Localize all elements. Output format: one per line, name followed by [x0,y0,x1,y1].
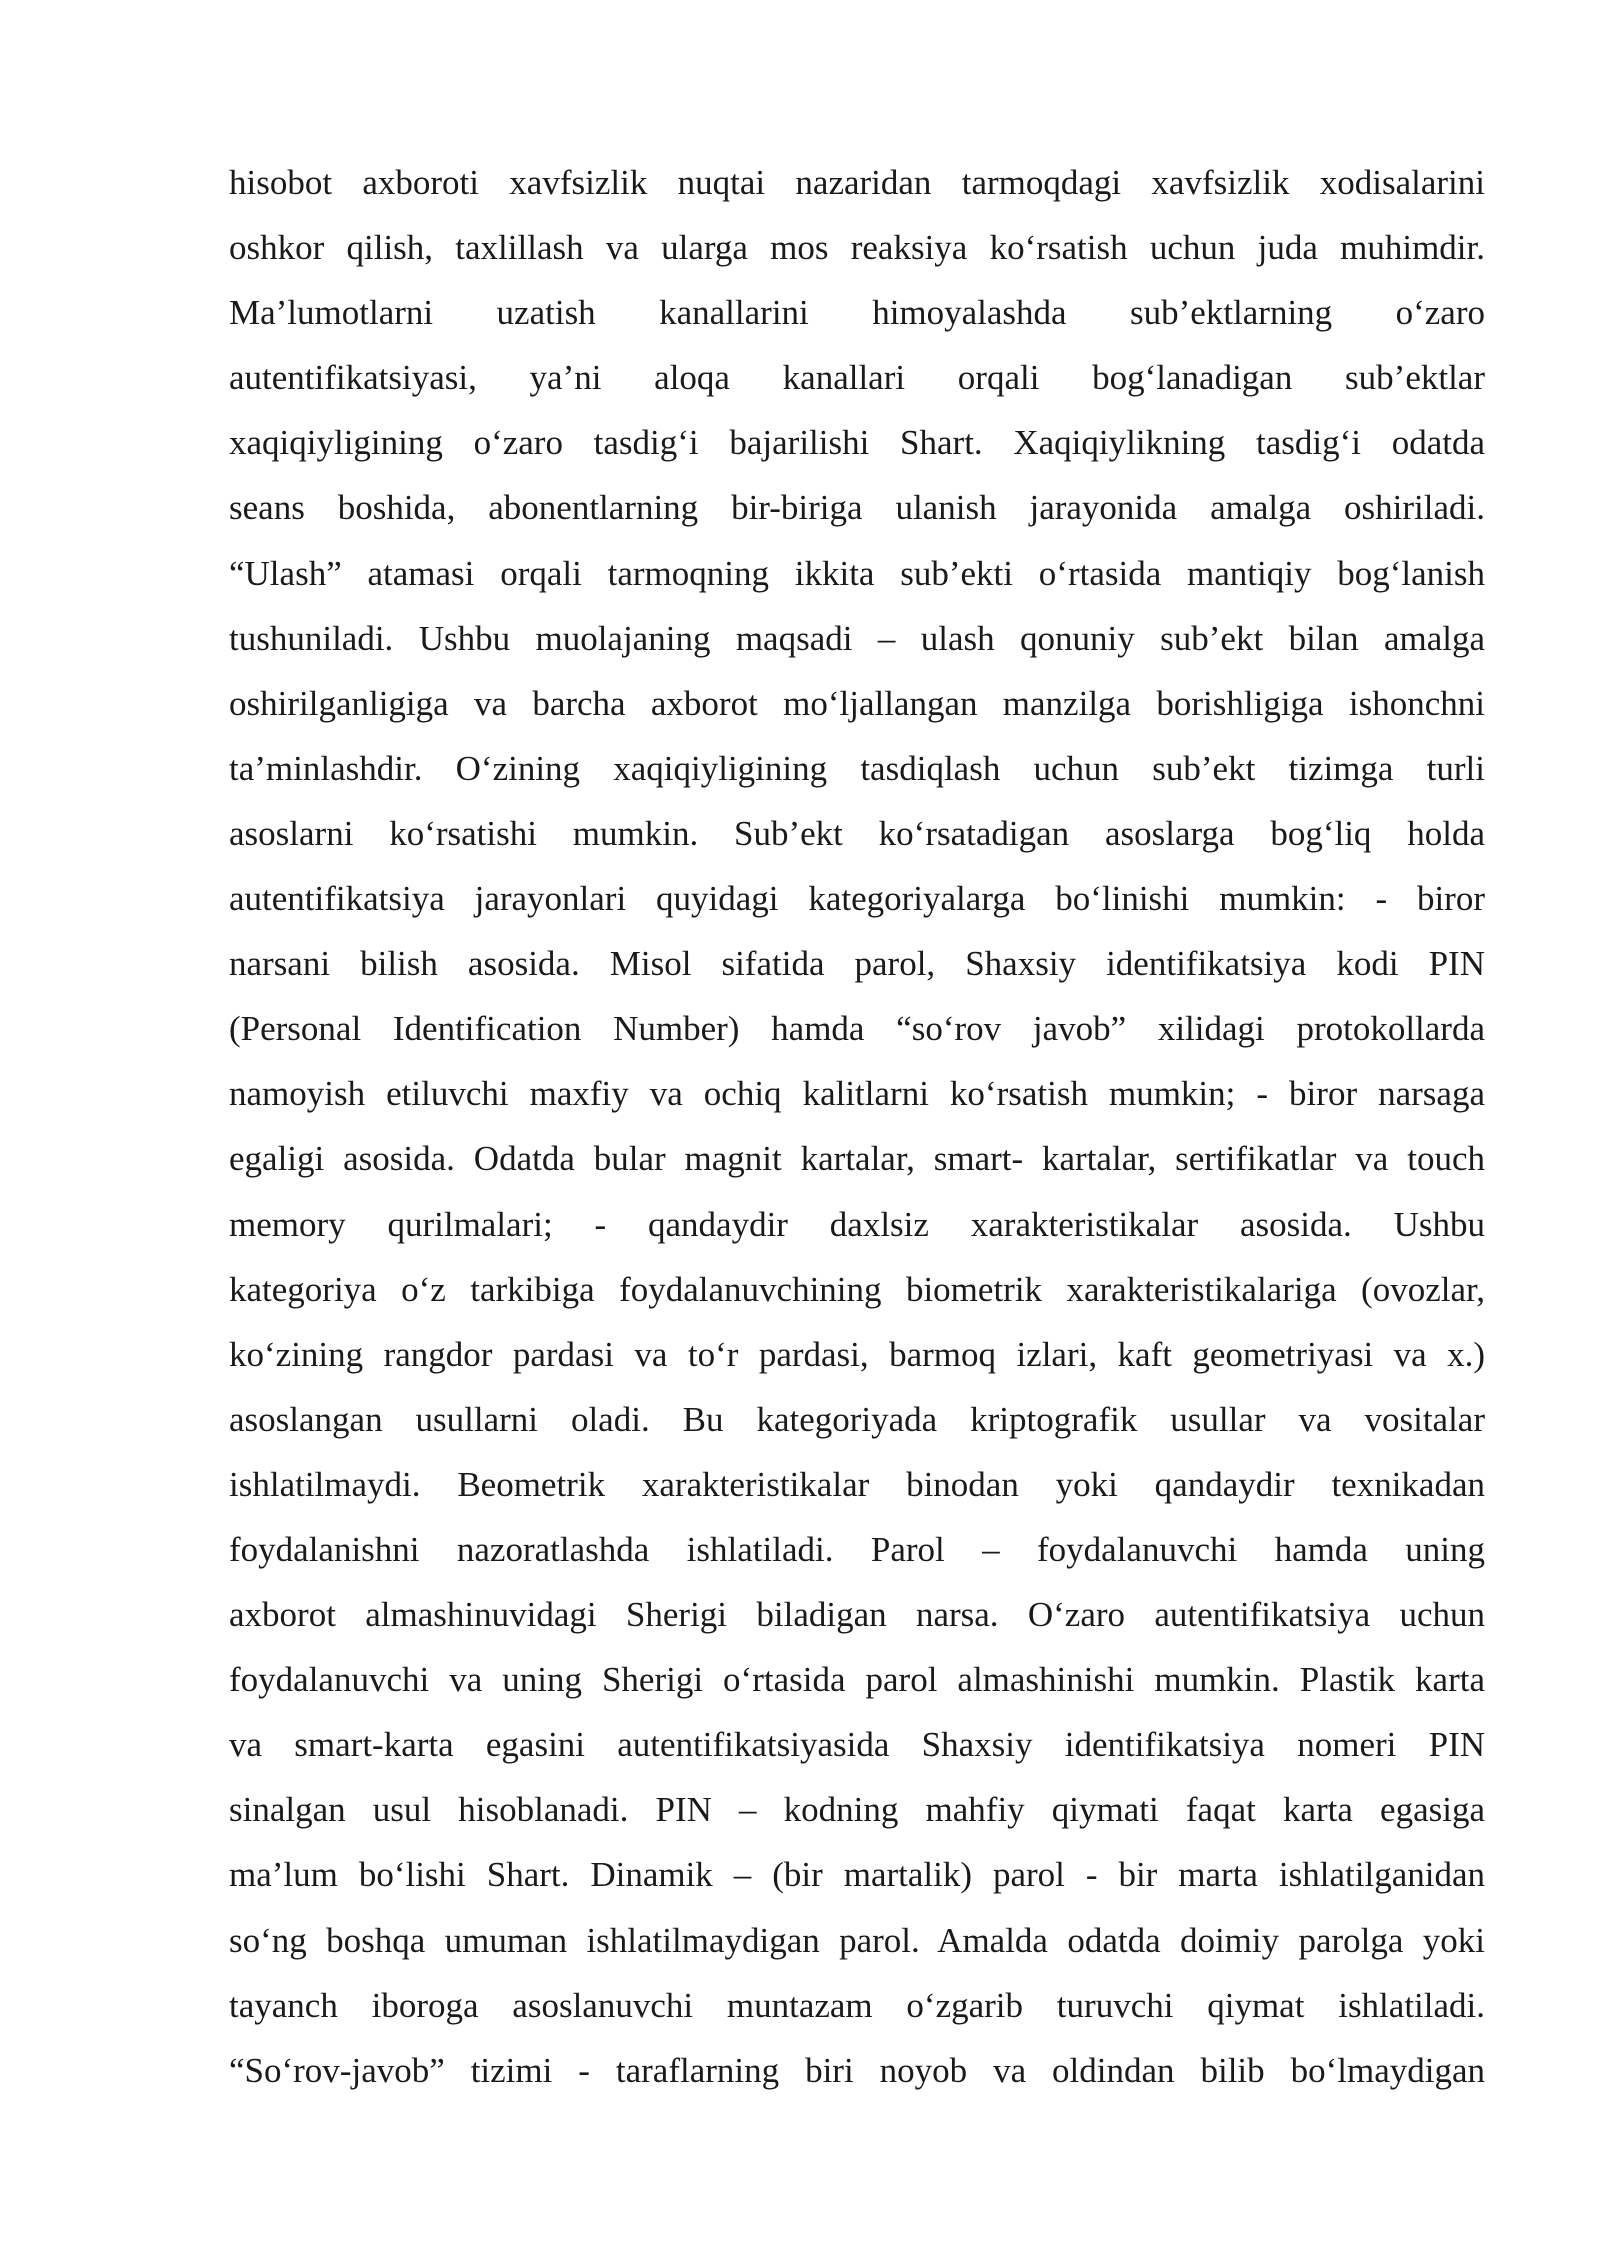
text-line: va smart-karta egasini autentifikatsiyasida Shaxsiy identifikatsiya nomeri PIN [229,1725,1485,1765]
text-line: xaqiqiyligining o‘zaro tasdig‘i bajarilishi Shart. Xaqiqiylikning tasdig‘i odatda [229,423,1485,463]
text-line: ishlatilmaydi. Beometrik xarakteristikalar binodan yoki qandaydir texnikadan [229,1464,1485,1504]
text-line: (Personal Identification Number) hamda “so‘rov javob” xilidagi protokollarda [229,1009,1485,1049]
text-line: foydalanishni nazoratlashda ishlatiladi. Parol – foydalanuvchi hamda uning [229,1529,1485,1569]
text-line: foydalanuvchi va uning Sherigi o‘rtasida parol almashinishi mumkin. Plastik karta [229,1660,1485,1700]
text-line: asoslarni ko‘rsatishi mumkin. Sub’ekt ko‘rsatadigan asoslarga bog‘liq holda [229,813,1485,853]
text-line: “So‘rov-javob” tizimi - taraflarning biri noyob va oldindan bilib bo‘lmaydigan [229,2050,1485,2090]
text-line: asoslangan usullarni oladi. Bu kategoriyada kriptografik usullar va vositalar [229,1399,1485,1439]
text-line: namoyish etiluvchi maxfiy va ochiq kalitlarni ko‘rsatish mumkin; - biror narsaga [229,1074,1485,1114]
text-line: egaligi asosida. Odatda bular magnit kartalar, smart- kartalar, sertifikatlar va touch [229,1139,1485,1179]
text-line: autentifikatsiyasi, ya’ni aloqa kanallari orqali bog‘lanadigan sub’ektlar [229,358,1485,398]
text-line: Ma’lumotlarni uzatish kanallarini himoyalashda sub’ektlarning o‘zaro [229,293,1485,333]
text-line: “Ulash” atamasi orqali tarmoqning ikkita sub’ekti o‘rtasida mantiqiy bog‘lanish [229,553,1485,593]
text-line: kategoriya o‘z tarkibiga foydalanuvchining biometrik xarakteristikalariga (ovozlar, [229,1269,1485,1309]
text-line: ma’lum bo‘lishi Shart. Dinamik – (bir martalik) parol - bir marta ishlatilganidan [229,1855,1485,1895]
text-line: so‘ng boshqa umuman ishlatilmaydigan parol. Amalda odatda doimiy parolga yoki [229,1920,1485,1960]
text-line: memory qurilmalari; - qandaydir daxlsiz xarakteristikalar asosida. Ushbu [229,1204,1485,1244]
text-line: axborot almashinuvidagi Sherigi biladigan narsa. O‘zaro autentifikatsiya uchun [229,1595,1485,1635]
text-line: ko‘zining rangdor pardasi va to‘r pardasi, barmoq izlari, kaft geometriyasi va x.) [229,1334,1485,1374]
text-line: oshirilganligiga va barcha axborot mo‘ljallangan manzilga borishligiga ishonchni [229,683,1485,723]
text-line: tushuniladi. Ushbu muolajaning maqsadi – ulash qonuniy sub’ekt bilan amalga [229,618,1485,658]
text-line: ta’minlashdir. O‘zining xaqiqiyligining tasdiqlash uchun sub’ekt tizimga turli [229,748,1485,788]
text-line: sinalgan usul hisoblanadi. PIN – kodning mahfiy qiymati faqat karta egasiga [229,1790,1485,1830]
text-line: narsani bilish asosida. Misol sifatida parol, Shaxsiy identifikatsiya kodi PIN [229,944,1485,984]
text-line: autentifikatsiya jarayonlari quyidagi kategoriyalarga bo‘linishi mumkin: - biror [229,879,1485,919]
body-text [229,150,1485,2103]
text-line: tayanch iboroga asoslanuvchi muntazam o‘zgarib turuvchi qiymat ishlatiladi. [229,1985,1485,2025]
text-line: oshkor qilish, taxlillash va ularga mos reaksiya ko‘rsatish uchun juda muhimdir. [229,228,1485,268]
text-line: hisobot axboroti xavfsizlik nuqtai nazaridan tarmoqdagi xavfsizlik xodisalarini [229,163,1485,202]
text-line: seans boshida, abonentlarning bir-biriga ulanish jarayonida amalga oshiriladi. [229,488,1485,528]
